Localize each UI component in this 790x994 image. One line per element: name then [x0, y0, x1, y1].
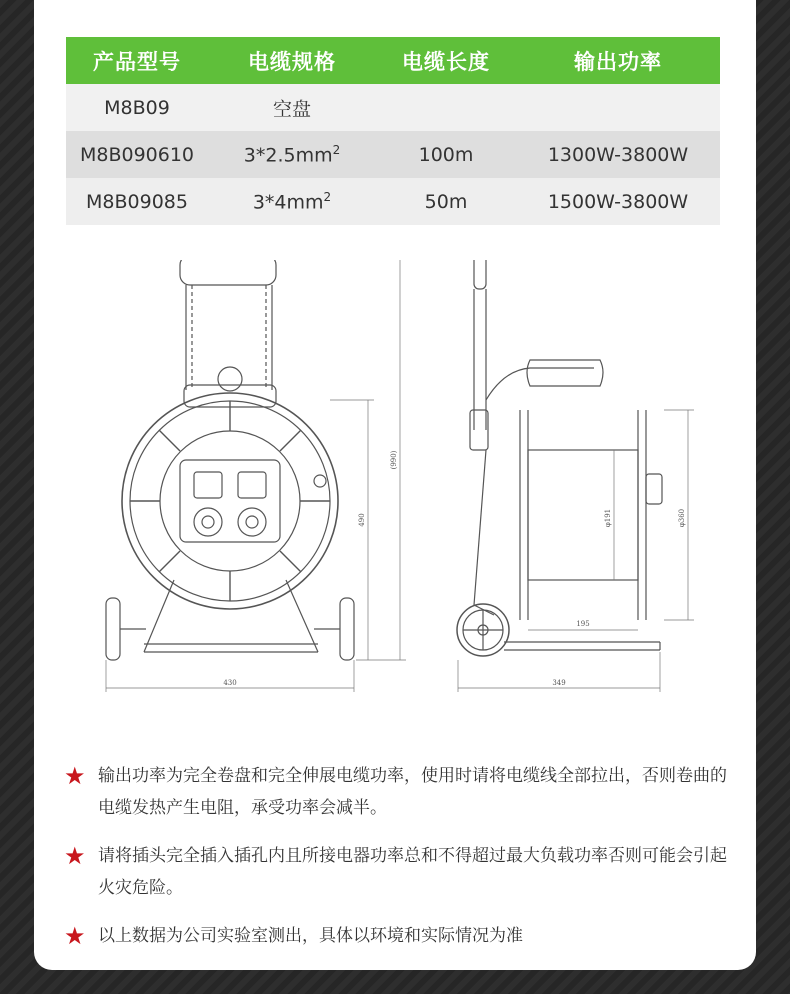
dim-height-reel: 490 [358, 513, 366, 527]
side-view [457, 260, 662, 656]
cell-power: 1500W-3800W [516, 178, 720, 225]
cell-spec: $3*2.5mm^2$ [208, 131, 376, 178]
table-row [66, 84, 720, 131]
list-item [64, 920, 734, 952]
list-item [64, 760, 734, 824]
note-text: 请将插头完全插入插孔内且所接电器功率总和不得超过最大负载功率否则可能会引起火灾危险。 [98, 846, 727, 898]
product-technical-drawing [34, 260, 756, 720]
dim-depth-side: 349 [552, 679, 566, 687]
cell-spec: 空盘 [208, 84, 376, 131]
list-item [64, 840, 734, 904]
dim-reel-diameter: φ360 [678, 508, 686, 528]
cell-length [376, 84, 516, 131]
cell-model: M8B09 [66, 84, 208, 131]
dim-width-front: 430 [223, 679, 237, 687]
dim-drum-width: 195 [576, 620, 590, 628]
spec-table [66, 37, 720, 225]
notes-list [64, 760, 734, 968]
cell-length: 100m [376, 131, 516, 178]
front-view [106, 260, 354, 660]
header-output-power: 输出功率 [516, 37, 720, 84]
header-cable-spec: 电缆规格 [208, 37, 376, 84]
cell-model: M8B09085 [66, 178, 208, 225]
table-row [66, 178, 720, 225]
cell-spec: $3*4mm^2$ [208, 178, 376, 225]
cell-power: 1300W-3800W [516, 131, 720, 178]
star-icon: ★ [64, 842, 86, 870]
header-model: 产品型号 [66, 37, 208, 84]
note-text: 以上数据为公司实验室测出，具体以环境和实际情况为准 [98, 926, 523, 946]
note-text: 输出功率为完全卷盘和完全伸展电缆功率，使用时请将电缆线全部拉出，否则卷曲的电缆发热产生电阻，承受功率会减半。 [98, 766, 727, 818]
cell-model: M8B090610 [66, 131, 208, 178]
table-header-row [66, 37, 720, 84]
cell-length: 50m [376, 178, 516, 225]
content-card [34, 0, 756, 970]
dim-height-total: (990) [390, 450, 398, 470]
header-cable-length: 电缆长度 [376, 37, 516, 84]
table-row [66, 131, 720, 178]
star-icon: ★ [64, 922, 86, 950]
dim-drum-diameter: φ191 [604, 508, 612, 528]
cell-power [516, 84, 720, 131]
star-icon: ★ [64, 762, 86, 790]
